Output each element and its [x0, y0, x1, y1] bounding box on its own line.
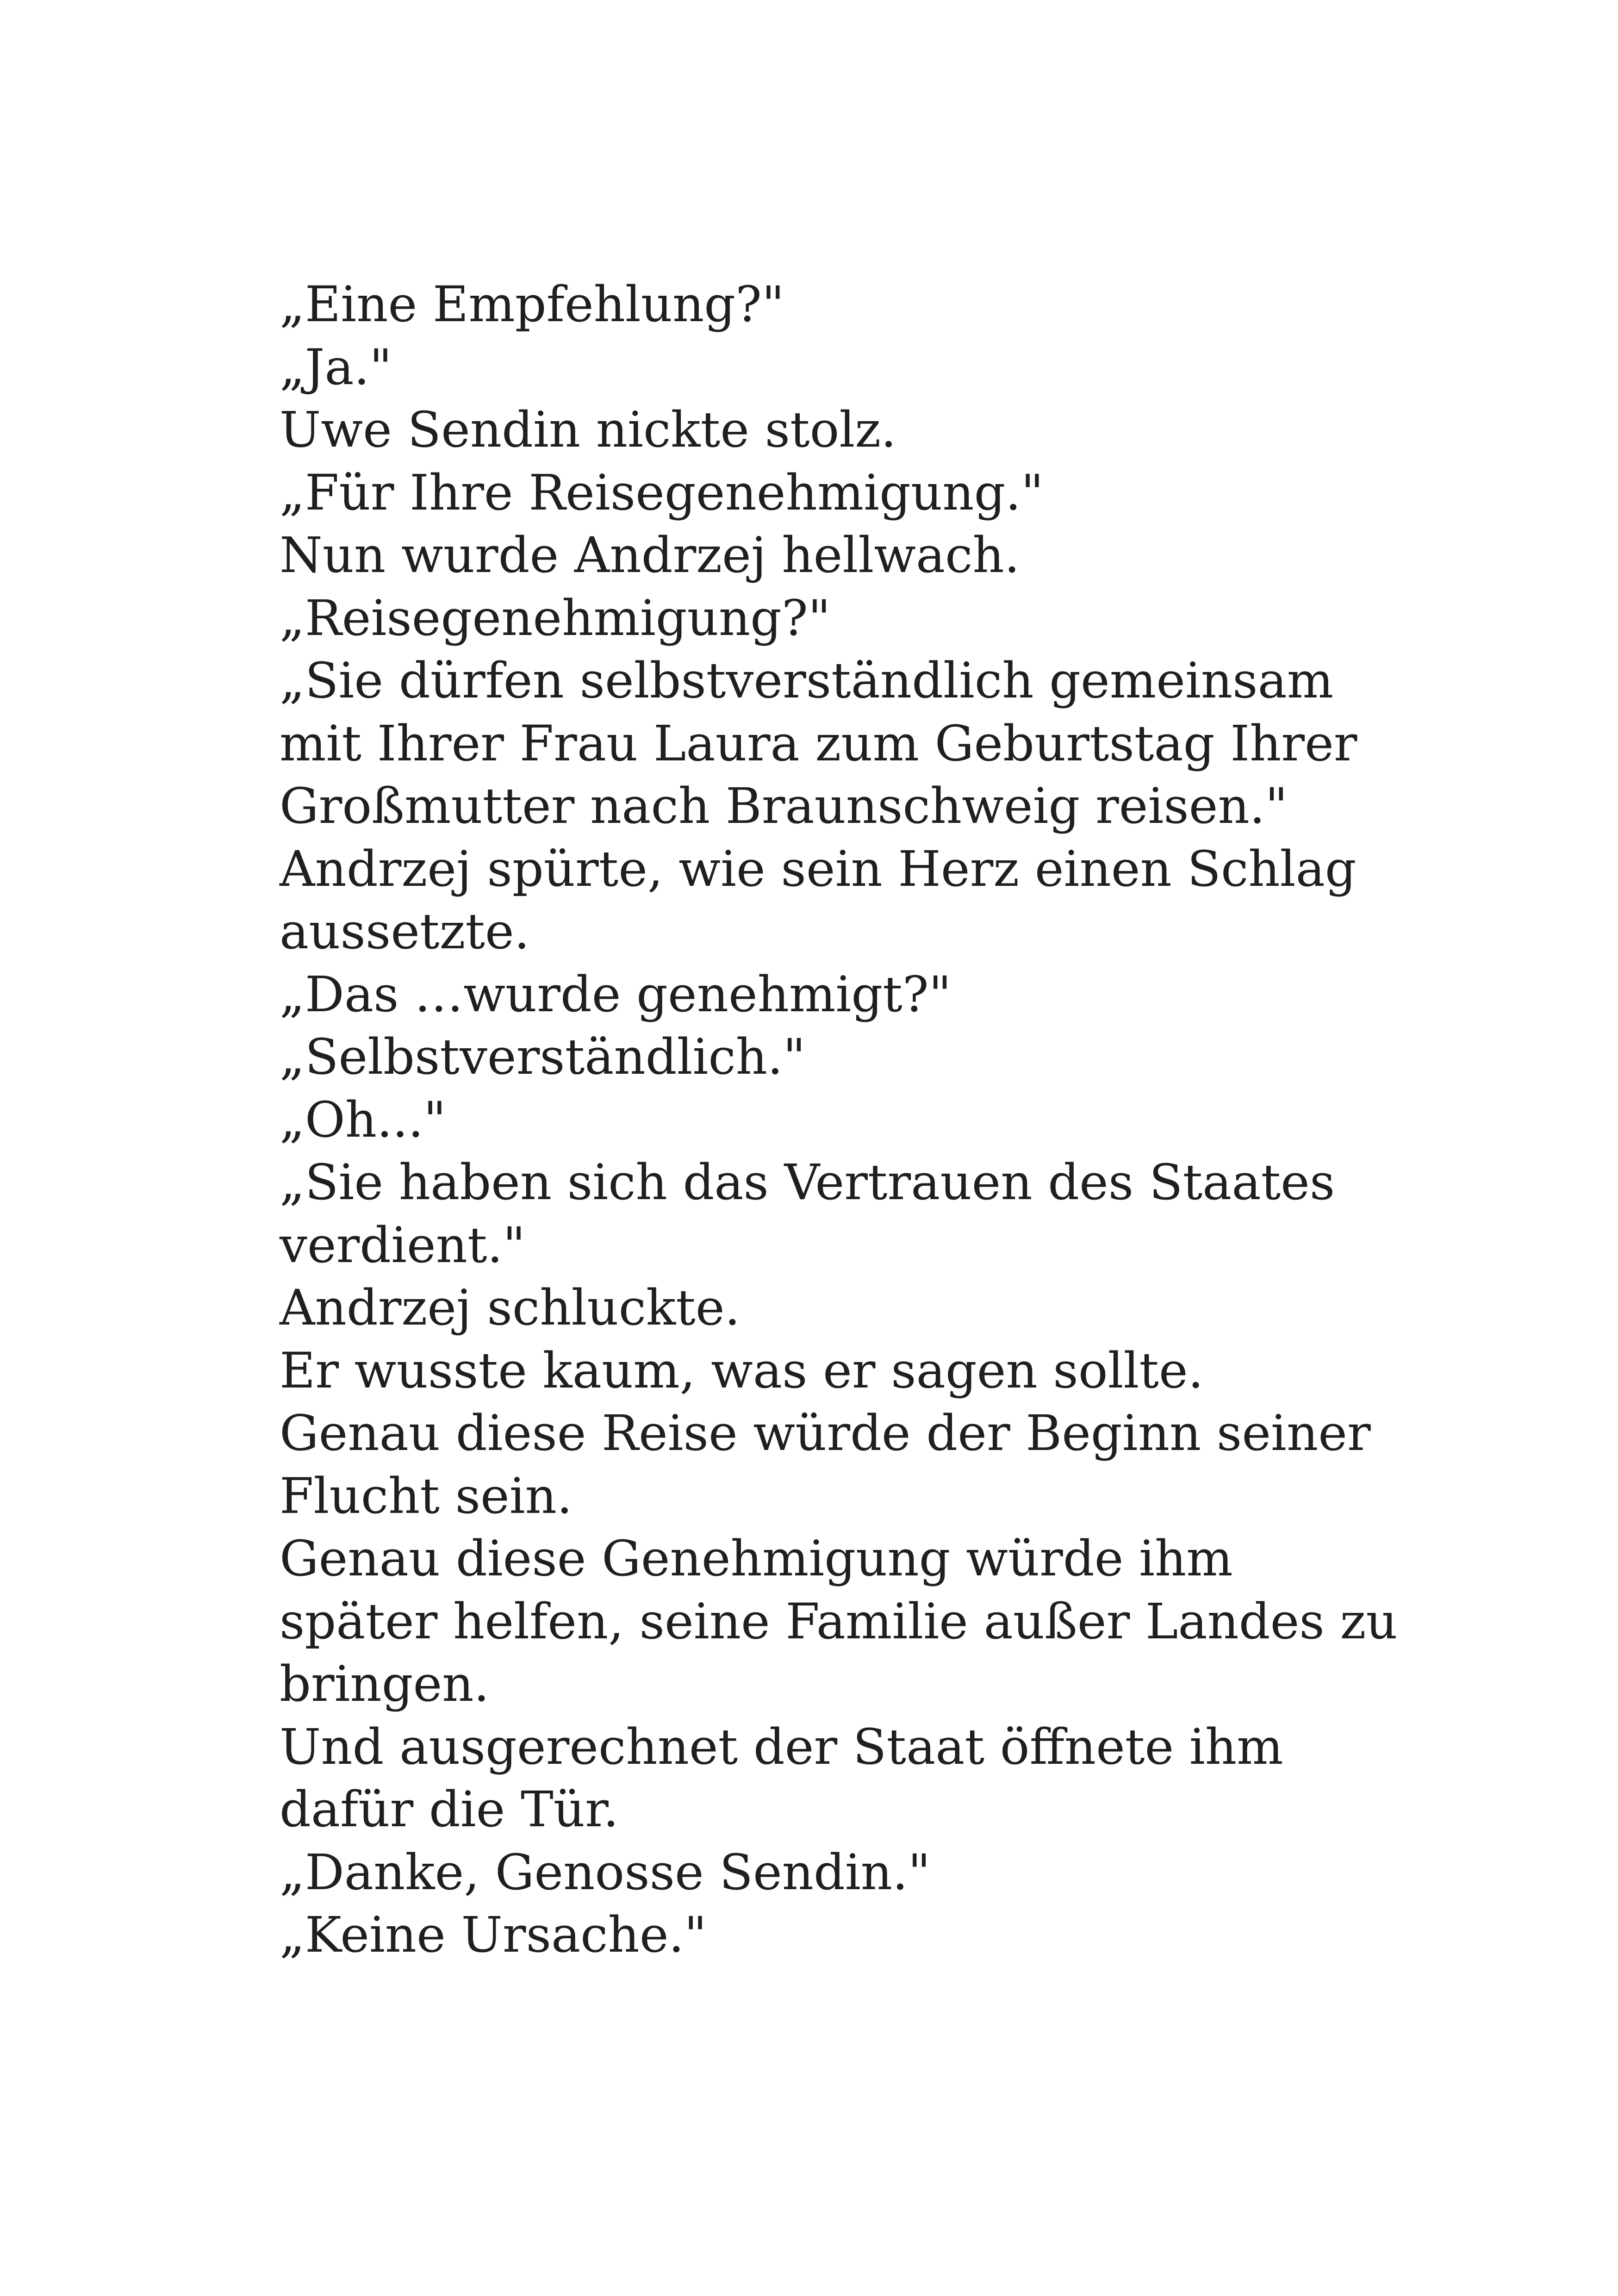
text-line: „Danke, Genosse Sendin."	[280, 1843, 931, 1901]
text-line: „Eine Empfehlung?"	[280, 276, 784, 333]
text-line: „Ja."	[280, 338, 392, 396]
text-line: Und ausgerechnet der Staat öffnete ihm	[280, 1718, 1283, 1775]
text-line: Andrzej schluckte.	[280, 1279, 741, 1336]
text-line: Nun wurde Andrzej hellwach.	[280, 527, 1020, 584]
text-line: „Oh..."	[280, 1091, 446, 1148]
text-line: Genau diese Reise würde der Beginn seiner	[280, 1405, 1371, 1462]
text-line: dafür die Tür.	[280, 1781, 619, 1838]
story-text	[280, 273, 1398, 1966]
text-line: Genau diese Genehmigung würde ihm	[280, 1530, 1233, 1587]
text-line: „Für Ihre Reisegenehmigung."	[280, 464, 1044, 521]
text-line: Uwe Sendin nickte stolz.	[280, 401, 896, 458]
text-line: aussetzte.	[280, 903, 530, 960]
text-line: bringen.	[280, 1655, 490, 1712]
text-line: Großmutter nach Braunschweig reisen."	[280, 778, 1288, 834]
text-line: verdient."	[280, 1216, 526, 1274]
text-line: Andrzej spürte, wie sein Herz einen Schlag	[280, 840, 1357, 897]
text-line: „Reisegenehmigung?"	[280, 589, 831, 647]
text-line: „Keine Ursache."	[280, 1906, 707, 1963]
text-line: „Selbstverständlich."	[280, 1028, 806, 1085]
text-line: „Das …wurde genehmigt?"	[280, 965, 952, 1023]
text-line: Flucht sein.	[280, 1467, 573, 1524]
text-line: „Sie dürfen selbstverständlich gemeinsam	[280, 652, 1334, 709]
text-line: später helfen, seine Familie außer Landes zu	[280, 1593, 1398, 1650]
text-line: mit Ihrer Frau Laura zum Geburtstag Ihrer	[280, 715, 1357, 772]
text-line: Er wusste kaum, was er sagen sollte.	[280, 1342, 1204, 1399]
text-line: „Sie haben sich das Vertrauen des Staates	[280, 1154, 1335, 1211]
